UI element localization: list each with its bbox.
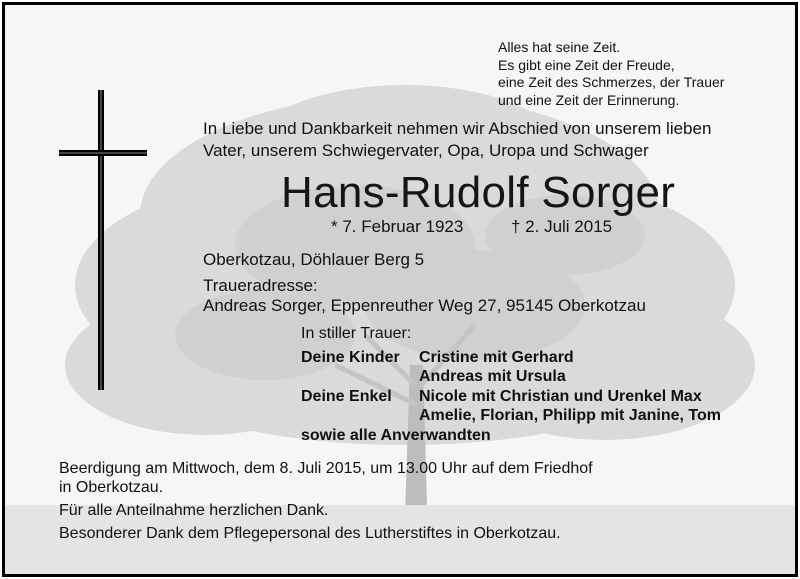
intro-line-2: Vater, unserem Schwiegervater, Opa, Uropa und Schwager	[203, 141, 649, 160]
obituary-card	[2, 2, 798, 577]
intro-line-1: In Liebe und Dankbarkeit nehmen wir Abschied von unserem lieben	[203, 119, 712, 138]
residence: Oberkotzau, Döhlauer Berg 5	[203, 250, 425, 269]
thanks-text: Für alle Anteilnahme herzlichen Dank.	[59, 502, 329, 519]
address-block	[203, 250, 646, 316]
mourning-address-label: Traueradresse:	[203, 276, 318, 295]
funeral-line-1: Beerdigung am Mittwoch, dem 8. Juli 2015, um 13.00 Uhr auf dem Friedhof	[59, 460, 593, 477]
special-thanks-text: Besonderer Dank dem Pflegepersonal des Lutherstiftes in Oberkotzau.	[59, 525, 561, 542]
grandchildren-line-2: Amelie, Florian, Philipp mit Janine, Tom	[419, 407, 721, 424]
funeral-line-2: in Oberkotzau.	[59, 479, 164, 496]
children-line-2: Andreas mit Ursula	[419, 368, 566, 385]
cross-icon-vertical	[98, 90, 104, 390]
children-line-1: Cristine mit Gerhard	[419, 349, 574, 366]
cross-icon-horizontal	[59, 150, 147, 156]
quote-line: Alles hat seine Zeit.	[498, 39, 621, 55]
quote-line: Es gibt eine Zeit der Freude,	[498, 56, 675, 73]
quote-block	[498, 39, 788, 109]
deceased-name: Hans-Rudolf Sorger	[281, 168, 676, 217]
relatives: sowie alle Anverwandten	[301, 427, 491, 444]
grandchildren-line-1: Nicole mit Christian und Urenkel Max	[419, 388, 702, 405]
quote-line: und eine Zeit der Erinnerung.	[498, 91, 680, 108]
intro-text	[203, 118, 711, 162]
mourning-address: Andreas Sorger, Eppenreuther Weg 27, 95145 Oberkotzau	[203, 296, 646, 315]
grandchildren-label: Deine Enkel	[301, 388, 392, 405]
quote-line: eine Zeit des Schmerzes, der Trauer	[498, 74, 725, 90]
children-label: Deine Kinder	[301, 349, 400, 366]
birth-date: * 7. Februar 1923	[331, 217, 464, 236]
death-date: † 2. Juli 2015	[511, 217, 613, 236]
mourners-heading: In stiller Trauer:	[301, 325, 412, 342]
